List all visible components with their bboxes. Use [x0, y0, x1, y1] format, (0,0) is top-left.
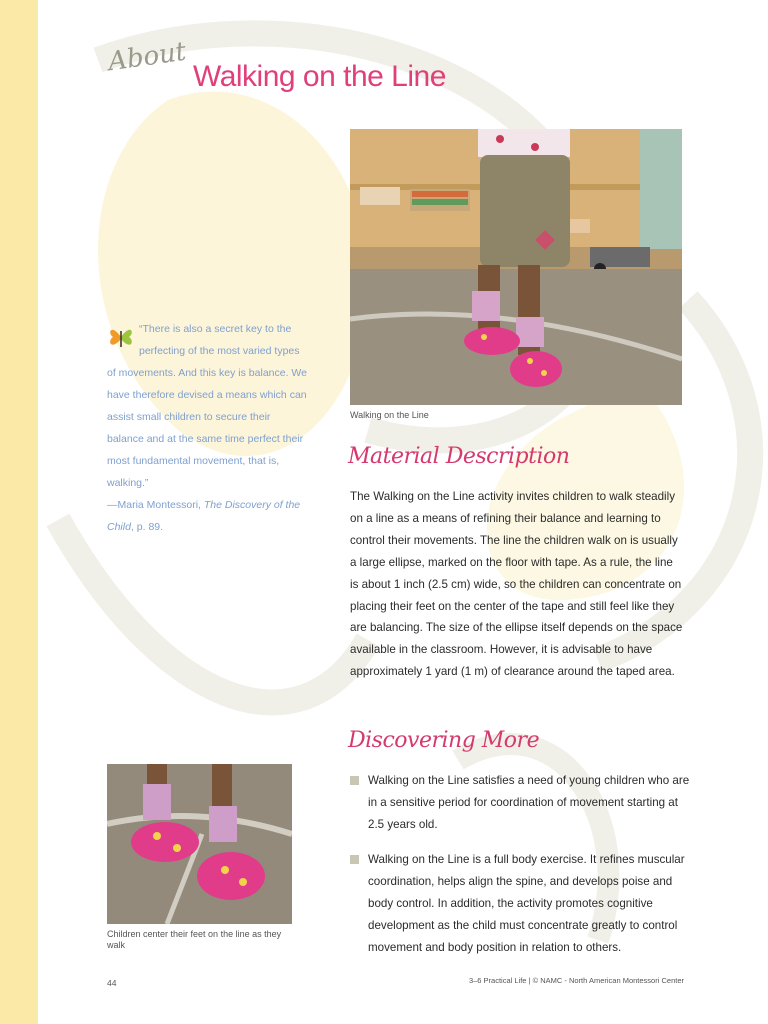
- page-title: Walking on the Line: [193, 60, 446, 93]
- page-number: 44: [107, 978, 117, 988]
- butterfly-icon: [107, 319, 135, 353]
- material-description-heading: Material Description: [348, 444, 570, 469]
- left-color-strip: [0, 0, 38, 1024]
- material-description-body: The Walking on the Line activity invites children to walk steadily on a line as a means of refining their balance and learning to control their movements. The line the children walk on is usually a large ellipse, marked on the floor with tape. As a rule, the line is about 1 inch (2.5 cm) wide, so the children can concentrate on placing their feet on the center of the tape and still feel like they are balancing. The size of the ellipse itself depends on the space available in the classroom. However, it is advisable to have approximately 1 yard (1 m) of clearance around the taped area.: [350, 490, 683, 679]
- bullet-square-icon: [350, 855, 359, 864]
- footer-credit: 3–6 Practical Life | © NAMC - North American Montessori Center: [468, 976, 684, 985]
- quote-source-title: The Discovery of the Child: [107, 499, 301, 533]
- bullet-text: Walking on the Line is a full body exercise. It refines muscular coordination, helps align the spine, and develops poise and body control. In addition, the activity promotes cognitive development as the child must concentrate greatly to control movement and body position in relation to others.: [368, 853, 685, 954]
- bullet-text: Walking on the Line satisfies a need of young children who are in a sensitive period for coordination of movement starting at 2.5 years old.: [368, 774, 690, 831]
- quote-text: “There is also a secret key to the perfecting of the most varied types of movements. And this key is balance. We have therefore devised a means which can assist small children to secure their balance and at the same time perfect their most fundamental movement, that is, walking.”: [107, 323, 307, 489]
- about-label: About: [106, 36, 188, 78]
- discovering-more-list: [350, 770, 690, 958]
- bullet-square-icon: [350, 776, 359, 785]
- quote-attribution-prefix: —Maria Montessori,: [107, 499, 204, 511]
- quote-attribution-suffix: , p. 89.: [130, 521, 164, 533]
- main-photo-caption: Walking on the Line: [350, 410, 429, 420]
- feet-photo-caption: Children center their feet on the line as they walk: [107, 929, 282, 950]
- list-item: [350, 849, 690, 958]
- list-item: [350, 770, 690, 835]
- walking-photo: [350, 129, 682, 405]
- feet-on-line-photo: [107, 764, 292, 924]
- montessori-quote: [107, 318, 307, 538]
- discovering-more-heading: Discovering More: [348, 728, 540, 753]
